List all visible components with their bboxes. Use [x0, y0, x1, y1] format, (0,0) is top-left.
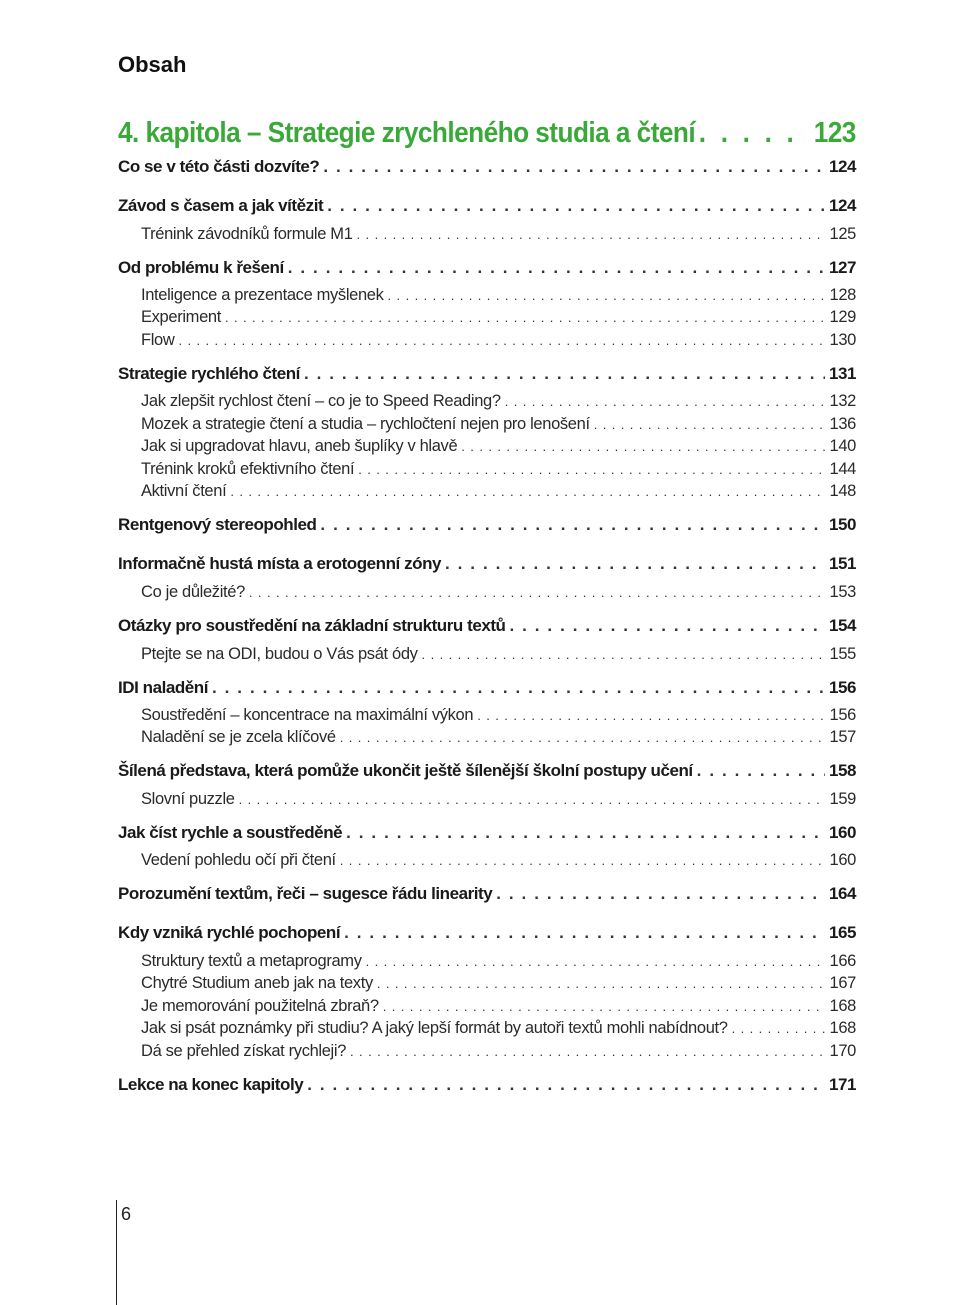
toc-entry-title: Dá se přehled získat rychleji? [141, 1042, 347, 1060]
toc-entry-title: Struktury textů a metaprogramy [141, 952, 362, 970]
toc-subentry[interactable] [141, 645, 856, 664]
leader-dots [304, 364, 825, 384]
toc-subentry[interactable] [141, 583, 856, 602]
toc-subentry[interactable] [141, 286, 856, 305]
leader-dots [320, 515, 825, 535]
toc-entry-title: Informačně hustá místa a erotogenní zóny [118, 554, 442, 573]
toc-entry-page: 130 [829, 331, 856, 349]
chapter-heading[interactable] [118, 110, 856, 150]
leader-dots [594, 415, 826, 434]
leader-dots [366, 952, 826, 971]
toc-subentry[interactable] [141, 974, 856, 993]
toc-subentry[interactable] [141, 415, 856, 434]
toc-entry-page: 168 [829, 997, 856, 1015]
toc-entry-title: Strategie rychlého čtení [118, 364, 300, 383]
chapter-leader-dots [699, 117, 810, 150]
toc-subentry[interactable] [141, 392, 856, 411]
toc-entry-title: Jak si upgradovat hlavu, aneb šuplíky v hlavě [141, 437, 458, 455]
toc-entry-page: 131 [828, 364, 856, 383]
toc-entry-page: 158 [828, 761, 856, 780]
leader-dots [461, 437, 825, 456]
toc-subentry[interactable] [141, 851, 856, 870]
toc-entry-page: 124 [828, 196, 856, 215]
leader-dots [225, 308, 826, 327]
toc-entry-page: 156 [829, 706, 856, 724]
toc-entry-page: 168 [829, 1019, 856, 1037]
section-header: Obsah [118, 52, 187, 77]
toc-entry-title: Závod s časem a jak vítězit [118, 196, 324, 215]
toc-entry-title: Chytré Studium aneb jak na texty [141, 974, 373, 992]
leader-dots [496, 884, 825, 904]
toc-entry-title: Jak číst rychle a soustředěně [118, 823, 343, 842]
toc-entry-title: Slovní puzzle [141, 790, 235, 808]
toc-entry[interactable] [118, 554, 856, 574]
toc-entry[interactable] [118, 364, 856, 384]
leader-dots [732, 1019, 826, 1038]
toc-entry-title: Naladění se je zcela klíčové [141, 728, 336, 746]
toc-entry-page: 128 [829, 286, 856, 304]
toc-entry[interactable] [118, 157, 856, 177]
toc-entry[interactable] [118, 258, 856, 278]
toc-entry-title: Flow [141, 331, 175, 349]
chapter-page: 123 [813, 117, 856, 149]
toc-entry[interactable] [118, 1075, 856, 1095]
leader-dots [697, 761, 825, 781]
footer-rule [116, 1200, 117, 1305]
leader-dots [212, 678, 825, 698]
toc-entry-title: Experiment [141, 308, 221, 326]
toc-entry-title: Jak si psát poznámky při studiu? A jaký lepší formát by autoři textů mohli nabídnout? [141, 1019, 728, 1037]
leader-dots [477, 706, 825, 725]
toc-entry-title: Soustředění – koncentrace na maximální výkon [141, 706, 474, 724]
toc-entry-title: Co se v této části dozvíte? [118, 157, 320, 176]
leader-dots [505, 392, 826, 411]
toc-entry-page: 166 [829, 952, 856, 970]
toc-subentry[interactable] [141, 460, 856, 479]
toc-entry-page: 125 [829, 225, 856, 243]
toc-entry-page: 164 [828, 884, 856, 903]
toc-entry-title: Rentgenový stereopohled [118, 515, 317, 534]
toc-entry-title: Otázky pro soustředění na základní strukturu textů [118, 616, 506, 635]
toc-entry-title: Šílená představa, která pomůže ukončit ještě šílenější školní postupy učení [118, 761, 693, 780]
toc-entry-page: 171 [828, 1075, 856, 1094]
toc-subentry[interactable] [141, 482, 856, 501]
toc-entry-title: Mozek a strategie čtení a studia – rychločtení nejen pro lenošení [141, 415, 590, 433]
toc-subentry[interactable] [141, 437, 856, 456]
leader-dots [327, 196, 825, 216]
toc-entry[interactable] [118, 761, 856, 781]
toc-entry-page: 140 [829, 437, 856, 455]
toc-entry-page: 136 [829, 415, 856, 433]
toc-entry-title: Kdy vzniká rychlé pochopení [118, 923, 341, 942]
leader-dots [509, 616, 825, 636]
page-number: 6 [121, 1204, 132, 1224]
toc-entry-title: Co je důležité? [141, 583, 245, 601]
leader-dots [307, 1075, 825, 1095]
leader-dots [249, 583, 826, 602]
leader-dots [230, 482, 825, 501]
toc-subentry[interactable] [141, 308, 856, 327]
toc-entry-page: 132 [829, 392, 856, 410]
leader-dots [350, 1042, 826, 1061]
toc-subentry[interactable] [141, 1019, 856, 1038]
toc-entry-page: 165 [828, 923, 856, 942]
toc-entry-title: Inteligence a prezentace myšlenek [141, 286, 384, 304]
toc-entry-page: 124 [828, 157, 856, 176]
toc-entry-page: 160 [829, 851, 856, 869]
toc-entry-page: 155 [829, 645, 856, 663]
toc-entry[interactable] [118, 196, 856, 216]
toc-subentry[interactable] [141, 728, 856, 747]
chapter-title: 4. kapitola – Strategie zrychleného studia a čtení [118, 117, 696, 149]
leader-dots [239, 790, 826, 809]
toc-entry-page: 160 [828, 823, 856, 842]
toc-subentry[interactable] [141, 706, 856, 725]
toc-entry[interactable] [118, 678, 856, 698]
leader-dots [422, 645, 826, 664]
toc-entry-title: Lekce na konec kapitoly [118, 1075, 304, 1094]
leader-dots [377, 974, 826, 993]
toc-entry-page: 151 [828, 554, 856, 573]
toc-entry-page: 129 [829, 308, 856, 326]
toc-entry-page: 170 [829, 1042, 856, 1060]
leader-dots [357, 225, 826, 244]
toc-subentry[interactable] [141, 1042, 856, 1061]
toc-subentry[interactable] [141, 997, 856, 1016]
toc-subentry[interactable] [141, 952, 856, 971]
toc-entry[interactable] [118, 823, 856, 843]
leader-dots [340, 728, 826, 747]
leader-dots [346, 823, 825, 843]
toc-entry-title: IDI naladění [118, 678, 209, 697]
toc-entry-title: Trénink závodníků formule M1 [141, 225, 353, 243]
toc-entry-title: Porozumění textům, řeči – sugesce řádu linearity [118, 884, 493, 903]
toc-subentry[interactable] [141, 331, 856, 350]
toc-entry-page: 159 [829, 790, 856, 808]
toc-entry-page: 127 [828, 258, 856, 277]
leader-dots [288, 258, 825, 278]
leader-dots [383, 997, 826, 1016]
toc-entry-page: 156 [828, 678, 856, 697]
toc-entry-title: Vedení pohledu očí při čtení [141, 851, 336, 869]
toc-entry[interactable] [118, 616, 856, 636]
toc-entry-page: 144 [829, 460, 856, 478]
toc-entry[interactable] [118, 923, 856, 943]
toc-entry-page: 167 [829, 974, 856, 992]
leader-dots [178, 331, 825, 350]
toc-entry-title: Ptejte se na ODI, budou o Vás psát ódy [141, 645, 418, 663]
leader-dots [340, 851, 826, 870]
toc-entry-title: Je memorování použitelná zbraň? [141, 997, 379, 1015]
leader-dots [344, 923, 825, 943]
toc-entry-title: Trénink kroků efektivního čtení [141, 460, 355, 478]
leader-dots [358, 460, 825, 479]
toc-entry-page: 154 [828, 616, 856, 635]
toc-entry-page: 148 [829, 482, 856, 500]
toc-entry-title: Aktivní čtení [141, 482, 227, 500]
toc-entry-title: Jak zlepšit rychlost čtení – co je to Speed Reading? [141, 392, 501, 410]
leader-dots [445, 554, 825, 574]
toc-entry[interactable] [118, 884, 856, 904]
leader-dots [323, 157, 825, 177]
toc-entry-title: Od problému k řešení [118, 258, 284, 277]
leader-dots [388, 286, 826, 305]
toc-subentry[interactable] [141, 790, 856, 809]
toc-subentry[interactable] [141, 225, 856, 244]
toc-entry[interactable] [118, 515, 856, 535]
toc-entry-page: 150 [828, 515, 856, 534]
toc-entry-page: 157 [829, 728, 856, 746]
toc-entry-page: 153 [829, 583, 856, 601]
